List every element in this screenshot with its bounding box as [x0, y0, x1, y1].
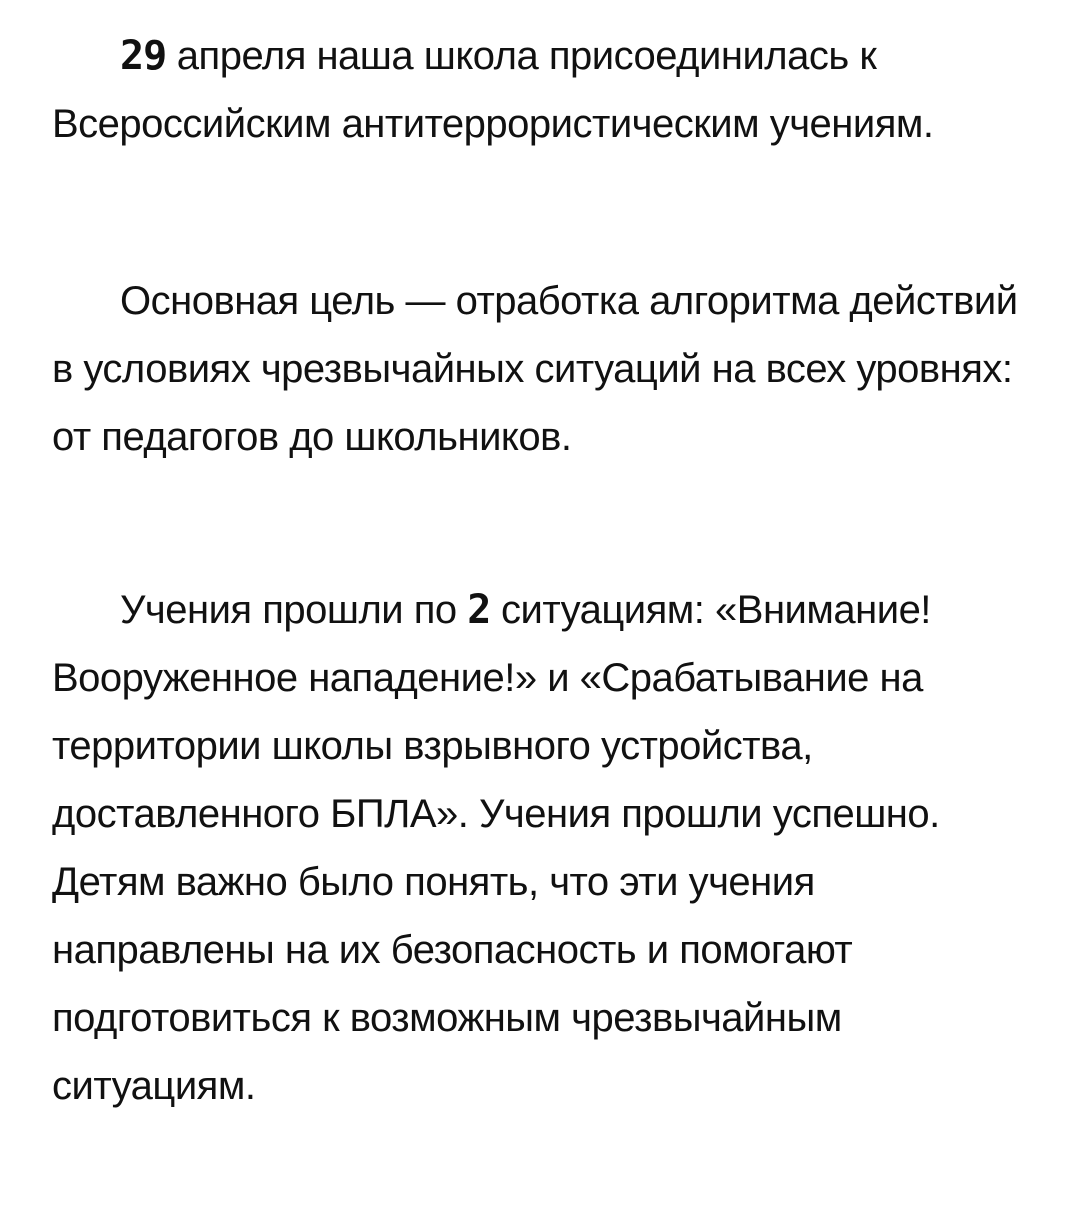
date-number: 29	[120, 33, 167, 79]
paragraph-scenarios	[52, 576, 1042, 1120]
paragraph-scenarios-text-before: Учения прошли по	[120, 588, 468, 632]
paragraph-goal	[52, 267, 1042, 471]
scenario-count: 2	[467, 587, 491, 633]
paragraph-scenarios-text-after: ситуациям: «Внимание! Вооруженное нападение!» и «Срабатывание на территории школы взрывного устройства, доставленного БПЛА». Учения прошли успешно. Детям важно было понять, что эти учения направлены на их безопасность и помогают подготовиться к возможным чрезвычайным ситуациям.	[52, 588, 940, 1108]
paragraph-intro	[52, 22, 1042, 158]
paragraph-intro-text: апреля наша школа присоединилась к Всероссийским антитеррористическим учениям.	[52, 34, 934, 146]
paragraph-goal-text: Основная цель — отработка алгоритма действий в условиях чрезвычайных ситуаций на всех уровнях: от педагогов до школьников.	[52, 279, 1018, 459]
